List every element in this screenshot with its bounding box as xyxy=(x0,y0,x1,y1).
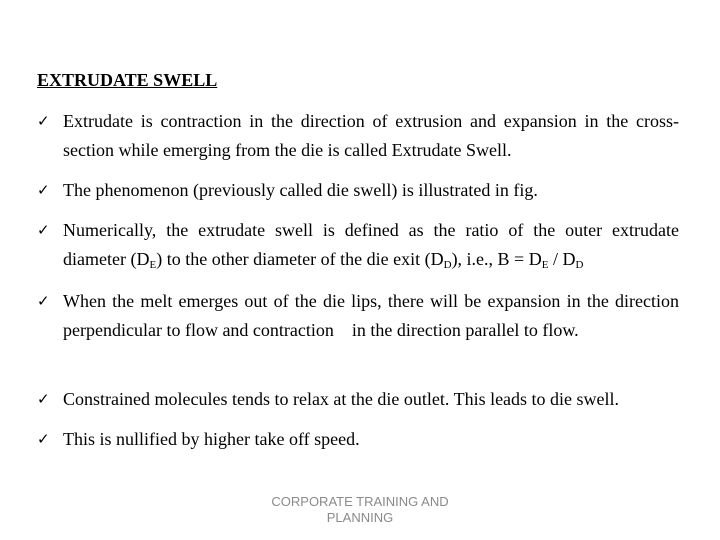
bullet-text: When the melt emerges out of the die lips, there will be expansion in the direction perpendicular to flow and contraction in the direction parallel to flow. xyxy=(63,291,684,340)
bullet-text: Constrained molecules tends to relax at the die outlet. This leads to die swell. xyxy=(63,389,620,409)
subscript: E xyxy=(149,259,157,271)
formula-text: ) to the other diameter of the die exit (D xyxy=(156,249,444,269)
bullet-text xyxy=(63,216,679,274)
bullet-item xyxy=(37,385,679,414)
subscript: D xyxy=(443,259,452,271)
footer-text: CORPORATE TRAINING AND PLANNING xyxy=(271,494,449,525)
slide-title: EXTRUDATE SWELL xyxy=(37,70,218,90)
bullet-item xyxy=(37,216,679,274)
checkmark-icon: ✓ xyxy=(37,181,50,199)
bullet-text: This is nullified by higher take off speed. xyxy=(63,429,360,449)
checkmark-icon: ✓ xyxy=(37,221,50,239)
checkmark-icon: ✓ xyxy=(37,112,50,130)
bullet-item xyxy=(37,176,679,205)
bullet-item xyxy=(37,425,679,454)
checkmark-icon: ✓ xyxy=(37,292,50,310)
bullet-item xyxy=(37,287,684,345)
bullet-text: Extrudate is contraction in the direction of extrusion and expansion in the cross-section while emerging from the die is called Extrudate Swell. xyxy=(63,111,679,160)
bullet-item xyxy=(37,107,679,165)
formula-text: / D xyxy=(548,249,576,269)
checkmark-icon: ✓ xyxy=(37,390,50,408)
subscript: D xyxy=(575,259,584,271)
bullet-text: The phenomenon (previously called die swell) is illustrated in fig. xyxy=(63,180,538,200)
checkmark-icon: ✓ xyxy=(37,430,50,448)
subscript: E xyxy=(541,259,549,271)
formula-text: Numerically, the extrudate swell is defined as the ratio of the outer extrudate diameter (D xyxy=(63,220,679,269)
formula-text: ), i.e., B = D xyxy=(451,249,542,269)
